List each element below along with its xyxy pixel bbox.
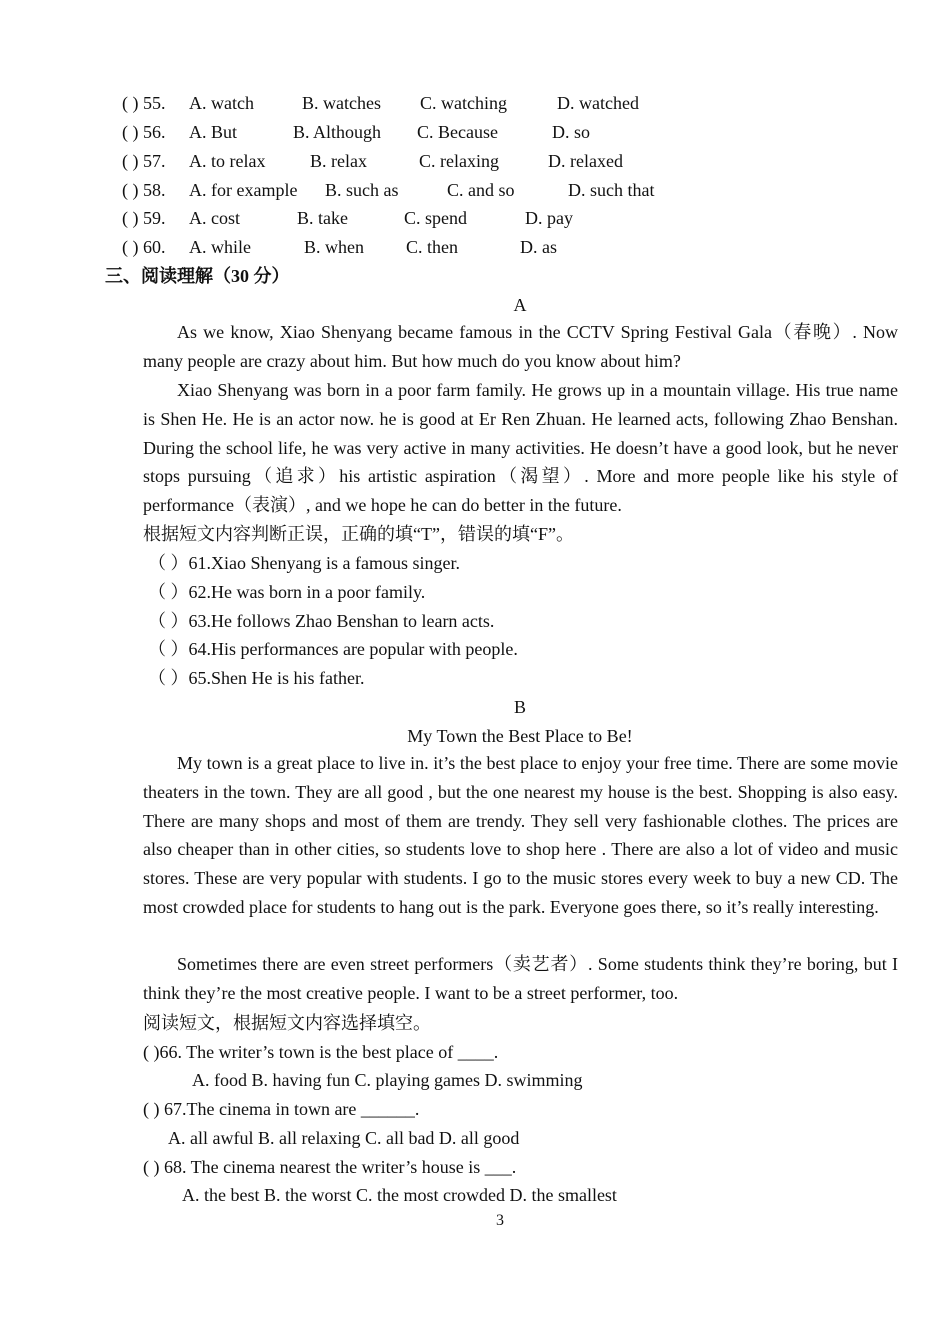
- section-title: 三、阅读理解（30 分）: [105, 266, 290, 286]
- passage-a-paragraph-1: As we know, Xiao Shenyang became famous in the CCTV Spring Festival Gala（春晚）. Now many people are crazy about him. But how much do you know about him?: [143, 322, 898, 371]
- question-66-options: A. food B. having fun C. playing games D. swimming: [192, 1070, 583, 1090]
- question-63: （ ）63.He follows Zhao Benshan to learn acts.: [148, 611, 495, 631]
- question-68: ( ) 68. The cinema nearest the writer’s house is ___.: [143, 1157, 517, 1177]
- question-61: （ ）61.Xiao Shenyang is a famous singer.: [148, 553, 460, 573]
- question-68-options: A. the best B. the worst C. the most crowded D. the smallest: [182, 1185, 617, 1205]
- passage-a-label: A: [513, 295, 527, 315]
- question-64: （ ）64.His performances are popular with people.: [148, 639, 518, 659]
- question-67-options: A. all awful B. all relaxing C. all bad D. all good: [168, 1128, 520, 1148]
- passage-a-paragraph-2: Xiao Shenyang was born in a poor farm family. He grows up in a mountain village. His true name is Shen He. He is an actor now. he is good at Er Ren Zhuan. He learned acts, following Zhao Benshan. During the school life, he was very active in many activities. He doesn’t have a good look, but he never stops pursuing（追求）his artistic aspiration（渴望）. More and more people like his style of performance（表演）, and we hope he can do better in the future.: [143, 380, 898, 516]
- question-67: ( ) 67.The cinema in town are ______.: [143, 1099, 420, 1119]
- question-62: （ ）62.He was born in a poor family.: [148, 582, 426, 602]
- question-66: ( )66. The writer’s town is the best place of ____.: [143, 1042, 499, 1062]
- passage-b-paragraph-2: Sometimes there are even street performers（卖艺者）. Some students think they’re boring, but I think they’re the most creative people. I want to be a street performer, too.: [143, 954, 898, 1003]
- question-65: （ ）65.Shen He is his father.: [148, 668, 365, 688]
- passage-b-label: B: [513, 697, 526, 717]
- passage-a-instruction: 根据短文内容判断正误，正确的填“T”，错误的填“F”。: [143, 524, 574, 544]
- passage-b-instruction: 阅读短文，根据短文内容选择填空。: [143, 1013, 431, 1033]
- passage-b-title: My Town the Best Place to Be!: [407, 726, 633, 746]
- page-number: 3: [496, 1212, 504, 1229]
- passage-b-paragraph-1: My town is a great place to live in. it’s the best place to enjoy your free time. There are some movie theaters in the town. They are all good , but the one nearest my house is the best. Shopping is also easy. There are many shops and most of them are trendy. They sell very fashionable clothes. The prices are also cheaper than in other cities, so students love to shop here . There are also a lot of video and music stores. These are very popular with students. I go to the music stores every week to buy a new CD. The most crowded place for students to hang out is the park. Everyone goes there, so it’s really interesting.: [143, 753, 898, 917]
